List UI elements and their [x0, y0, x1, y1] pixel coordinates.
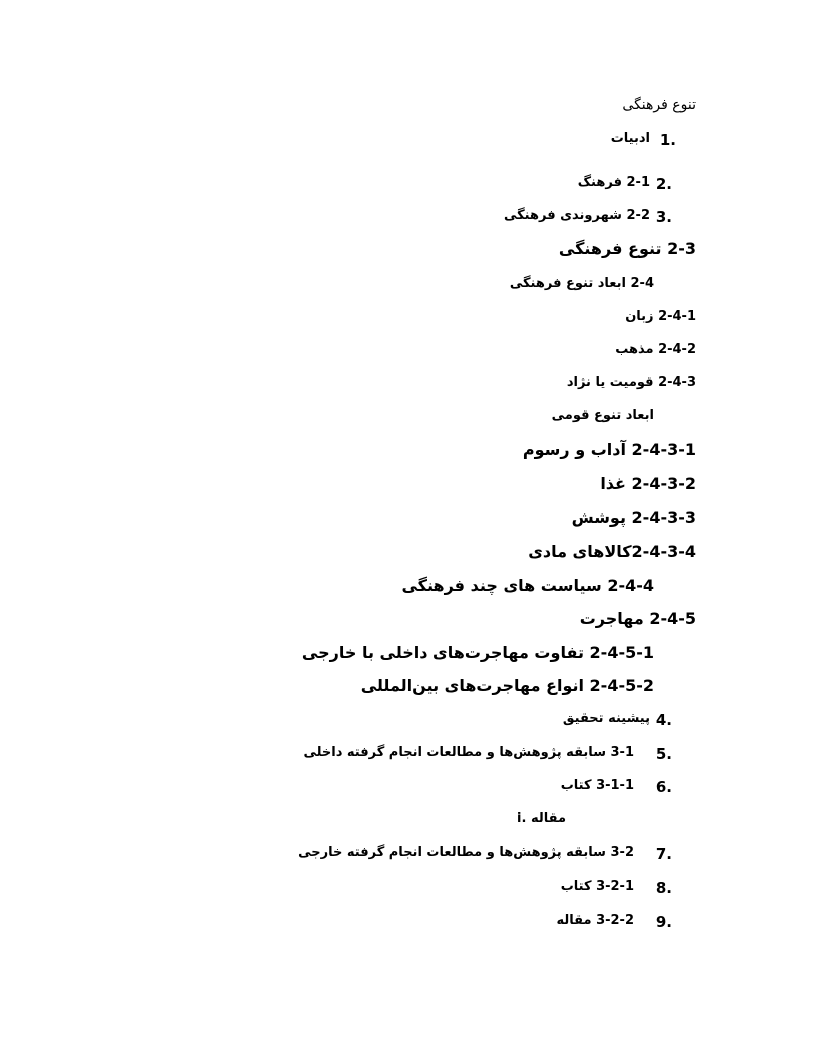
list-number: 2.	[655, 175, 672, 193]
list-item: 2-4-3-1 آداب و رسوم	[522, 440, 696, 459]
list-item: ابعاد تنوع قومی	[551, 408, 654, 423]
list-item: پیشینه تحقیق	[562, 711, 650, 726]
list-item: 2-1 فرهنگ	[577, 175, 650, 190]
list-item: ادبیات	[610, 131, 650, 146]
list-number: 7.	[655, 845, 672, 863]
list-item: 2-4-5-2 انواع مهاجرت‌های بین‌المللی	[360, 676, 654, 695]
list-number: 6.	[655, 778, 672, 796]
list-item: 3-2-2 مقاله	[556, 913, 634, 928]
list-number: 9.	[655, 913, 672, 931]
list-item: 2-4-3-3 پوشش	[571, 508, 696, 527]
list-number: 1.	[659, 131, 676, 149]
list-item: 2-4-3-2 غذا	[600, 474, 696, 493]
list-number: 4.	[655, 711, 672, 729]
list-item: 2-4-5 مهاجرت	[579, 609, 696, 628]
list-item: 3-1 سابقه پژوهش‌ها و مطالعات انجام گرفته داخلی	[303, 745, 634, 760]
list-item: 2-4-3-4کالاهای مادی	[528, 542, 696, 561]
list-item: 2-4-2 مذهب	[615, 342, 696, 357]
list-item: 3-2 سابقه پژوهش‌ها و مطالعات انجام گرفته خارجی	[298, 845, 634, 860]
list-item: 2-4 ابعاد تنوع فرهنگی	[509, 276, 654, 291]
list-item: 2-3 تنوع فرهنگی	[558, 239, 696, 258]
list-number: 5.	[655, 745, 672, 763]
list-item: 2-4-3 قومیت یا نژاد	[566, 375, 696, 390]
list-number: 8.	[655, 879, 672, 897]
list-item: 3-1-1 کتاب	[560, 778, 634, 793]
list-item: 2-4-5-1 تفاوت مهاجرت‌های داخلی با خارجی	[301, 643, 654, 662]
list-item: 2-2 شهروندی فرهنگی	[503, 208, 650, 223]
list-item: 3-2-1 کتاب	[560, 879, 634, 894]
list-number: 3.	[655, 208, 672, 226]
list-item: 2-4-1 زبان	[625, 309, 696, 324]
list-item: i. مقاله	[517, 811, 566, 826]
document-title: تنوع فرهنگی	[622, 97, 696, 113]
list-item: 2-4-4 سیاست های چند فرهنگی	[401, 576, 654, 595]
